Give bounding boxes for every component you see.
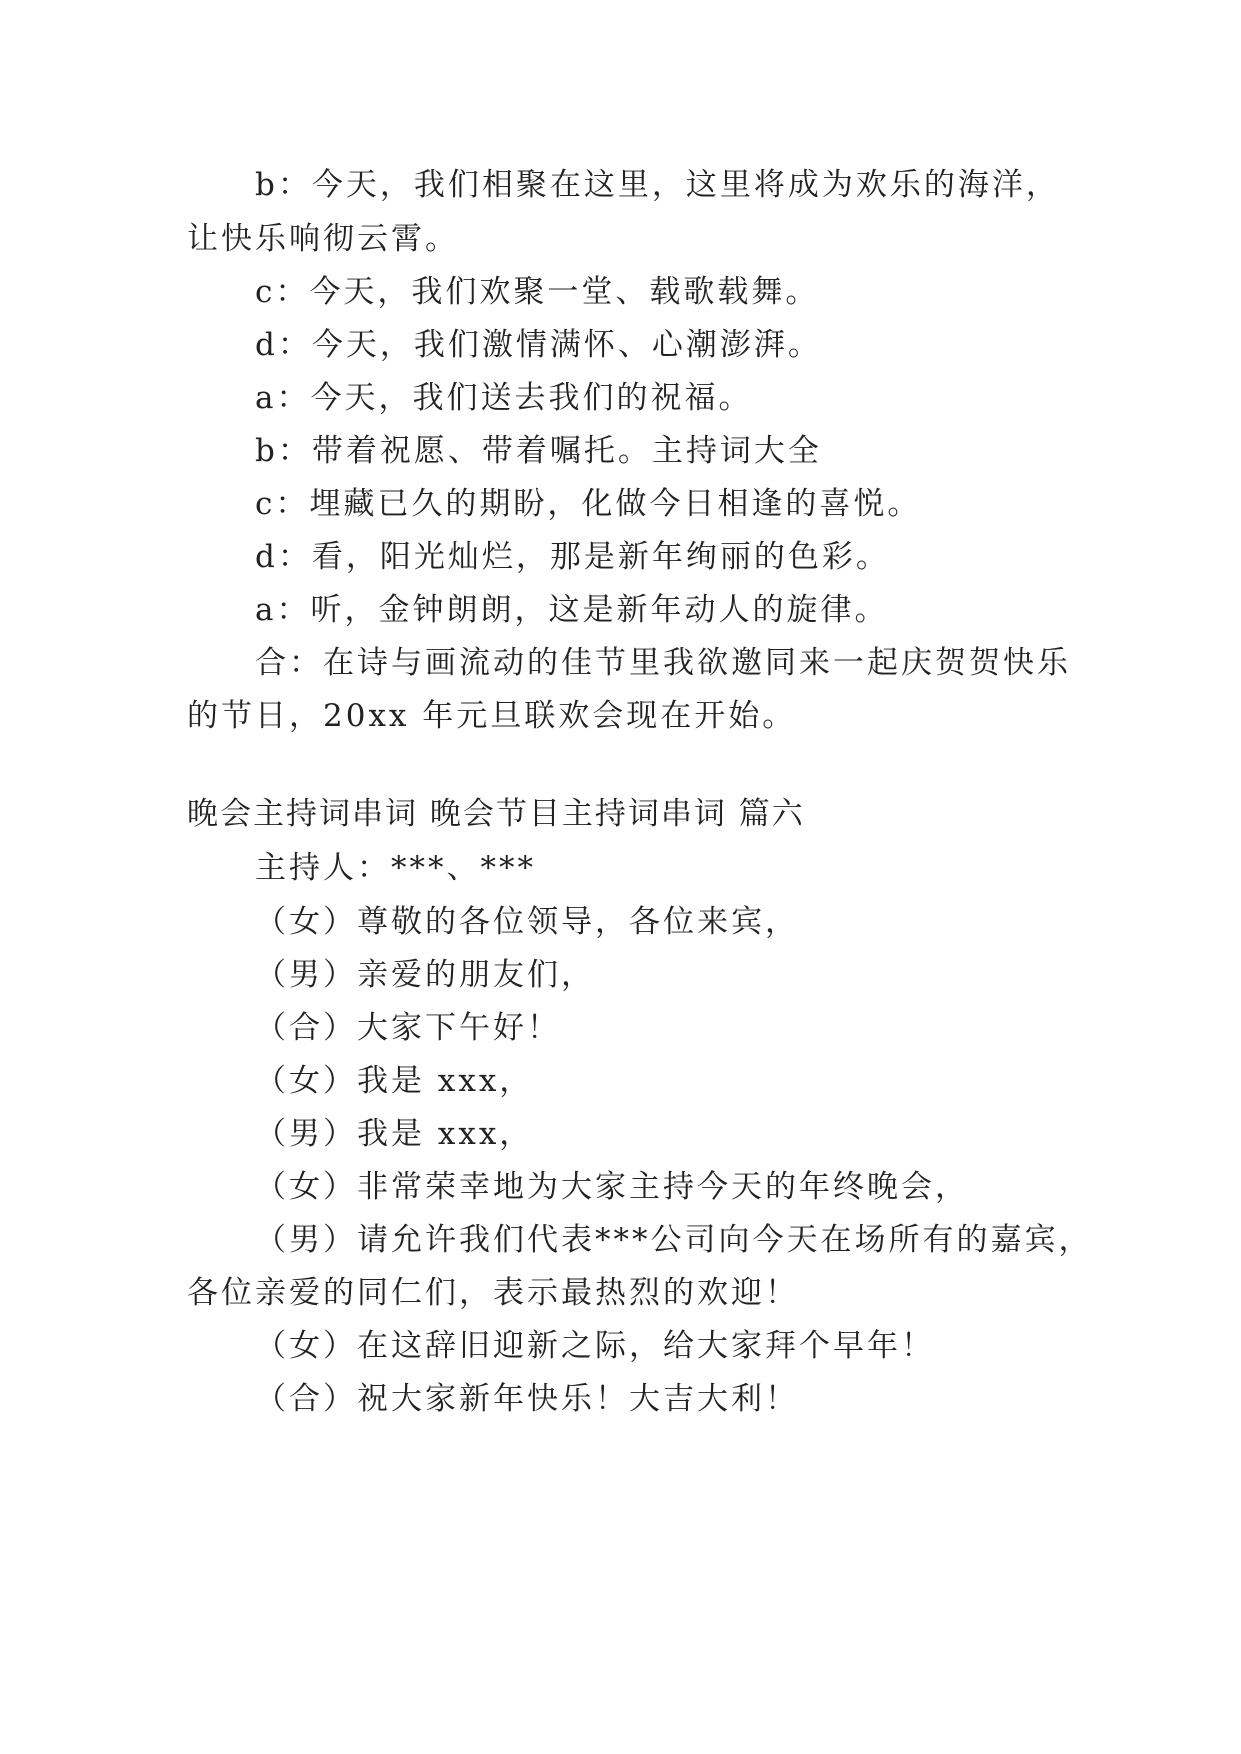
- paragraph-line: b：今天，我们相聚在这里，这里将成为欢乐的海洋，: [255, 167, 1060, 203]
- paragraph-line: c：今天，我们欢聚一堂、载歌载舞。: [255, 274, 820, 310]
- paragraph-line: （女）尊敬的各位领导，各位来宾，: [255, 904, 799, 940]
- paragraph-line: b：带着祝愿、带着嘱托。主持词大全: [255, 433, 822, 469]
- section-heading: 晚会主持词串词 晚会节目主持词串词 篇六: [187, 796, 805, 832]
- paragraph-line: （男）亲爱的朋友们，: [255, 957, 595, 993]
- paragraph-line: 合：在诗与画流动的佳节里我欲邀同来一起庆贺贺快乐: [255, 645, 1071, 681]
- paragraph-line: （女）我是 xxx，: [255, 1063, 534, 1099]
- paragraph-line: 主持人：***、***: [255, 850, 536, 886]
- paragraph-line: 让快乐响彻云霄。: [187, 221, 459, 257]
- paragraph-line: （男）我是 xxx，: [255, 1116, 534, 1152]
- paragraph-line: a：听，金钟朗朗，这是新年动人的旋律。: [255, 592, 889, 628]
- paragraph-line: （合）大家下午好！: [255, 1010, 561, 1046]
- paragraph-line: 各位亲爱的同仁们，表示最热烈的欢迎！: [187, 1275, 799, 1311]
- paragraph-line: c：埋藏已久的期盼，化做今日相逢的喜悦。: [255, 486, 922, 522]
- paragraph-line: 的节日，20xx 年元旦联欢会现在开始。: [187, 698, 797, 734]
- paragraph-line: （女）非常荣幸地为大家主持今天的年终晚会，: [255, 1169, 969, 1205]
- paragraph-line: （合）祝大家新年快乐！大吉大利！: [255, 1381, 799, 1417]
- paragraph-line: d：今天，我们激情满怀、心潮澎湃。: [255, 327, 822, 363]
- paragraph-line: （男）请允许我们代表***公司向今天在场所有的嘉宾，: [255, 1222, 1093, 1258]
- paragraph-line: d：看，阳光灿烂，那是新年绚丽的色彩。: [255, 539, 890, 575]
- paragraph-line: （女）在这辞旧迎新之际，给大家拜个早年！: [255, 1328, 935, 1364]
- paragraph-line: a：今天，我们送去我们的祝福。: [255, 380, 753, 416]
